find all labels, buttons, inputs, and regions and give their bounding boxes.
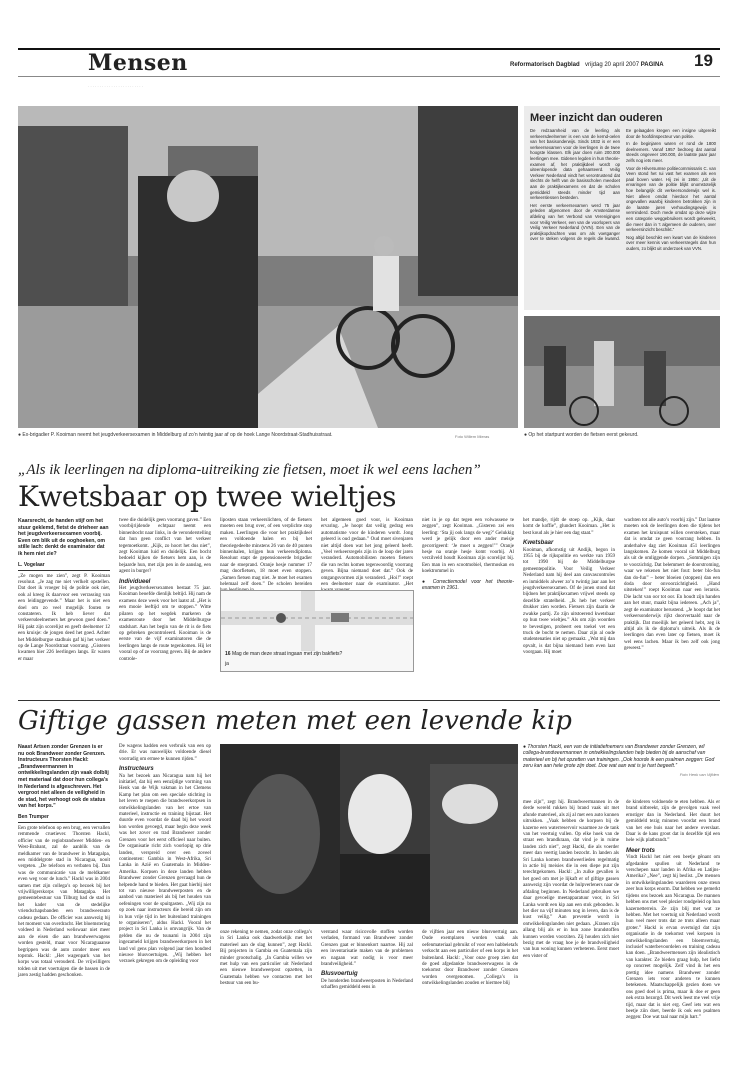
article2-body-col5: de vijftien jaar een nieuw blusvoertuig aan. Oude exemplaren worden vaak als oefenmateriaal gebruikt of voor een habbeletafs verkocht aan een particulier of een korps in het buitenland. Hackl: „Voor onze groep zien dat de goed afgedankte brandweerwagens in de toekomst door Brandweer zonder Grenzen worden overgenomen. „Collega’s in ontwikkelingslanden zouden er hiermee blij xyxy=(422,930,518,987)
diagram-note-text: Correctiemodel voor het theorie-examen in 1961. xyxy=(422,578,515,592)
diagram-number: 16 xyxy=(225,651,231,657)
article1-body-col6b: Kooiman, afkomstig uit Andijk, begon in 1955 bij de rijkspolitie en werkte van 1959 tot 1990 bij de Middelburgse gemeentepolitie. Voor Veilig Verkeer Nederland nam hij deel aan canvascontroles en inmiddels alweer zo’n twintig jaar aan het jeugdverkeersexamen. Of de jonen stond dat bijdoen het praktijkexamen vrijwel steeds op dezelfde stratelheid. „Ik heb het verkeer drukker zien worden. Fietsers zijn daarin de zwakke partij. Zo zijn uitstoerend kwetsbaar op hun twee wieltjes.” Als om zijn woorden te bevestigen, probeert een toekel vet een truck de bocht te nemen. Daar zijn al oude studentenaties niet op gemaakt. „Wat mij dan opvalt, is dat bijna niemand hem even laat voorgaan. Hij moet xyxy=(523,547,615,656)
diagram-question xyxy=(225,651,342,657)
article1-subhead-individueel: Individueel xyxy=(119,578,151,585)
article1-intro: Kaarsrecht, de handen stijf om het stuur geklemd, fietst de drieheer aan het jeugdverkeersexamen voorbij. Even om blik uit de ooghoeken, om stille lach: denkt de examinator dat ik hem niet zie? xyxy=(18,518,109,557)
article1-col6 xyxy=(523,518,615,658)
article1-col4 xyxy=(321,518,413,596)
article1-body-col5: niet in je op dat tegen een volwassene te zeggen”, zegt Kooiman. „Gisteren zei een leerling: ‘Sta jij ook langs de weg?’ Gelukkig werd je gelijk door een ander meisje gecorrigeerd: ‘Je moet u zeggen!’” Oranje hesje na oranje hesje komt voorbij. Al verzilveld houdt Kooiman zijn scorelijst bij. Een man in een scootmobiel, thermoskan en koektrommel in xyxy=(422,518,514,575)
photo2-caption xyxy=(524,432,720,438)
bullet-icon: ● xyxy=(422,578,429,585)
page-dateline xyxy=(585,62,664,68)
article2-intro: Naast Artsen zonder Grenzen is er nu ook Brandweer zonder Grenzen. Instructeurs Thorsten Hackl: „Brandweermannen in ontwikkelingslanden zijn vaak dolblij met materiaal dat door hun collega’s in Nederland is afgeschreven. Het vergroot niet alleen de veiligheid in de stad, het verhoogt ook de status van het korps.” xyxy=(18,744,109,810)
article1-body-col2: twee die duidelijk geen voorrang gaven.” Een voorbijrijdende echtpaar neemt een binnenbocht naar links, in de veronderstelling dat hun geen conflict van het verkeer tegemoetkomt. „Kijk, zo hoort het dus niet”, zegt Kooiman luid en duidelijk. Een bocht bedoeld kijken de fietsers hem aan, is de bejaarde hun, met zijn pen in de aanslag, een agent in burger? xyxy=(119,518,211,575)
article2-body-col7: de kinderen voldoende te eten hebben. Als er brand uitbreekt, zijn de gevolgen vaak veel ernstiger dan in Nederland. Het duurt het gemiddeld tezig minuten voordat een brand van het ene huis naar het andere overslaat. Daar is de kans groot dat in dezelfde tijd een hele wijk platbrandt.” xyxy=(626,800,720,844)
article1-col5 xyxy=(422,518,514,591)
diagram-question-text: Mag de man deze straat ingaan met zijn bakfiets? xyxy=(231,651,343,657)
article2-body-col4b: De honderden brandweerposten in Nederland schaffen gemiddeld eens in xyxy=(321,978,413,991)
photo3-illustration xyxy=(220,744,518,924)
photo-bike-check xyxy=(524,316,720,428)
byline-rule xyxy=(18,570,110,571)
photo-examiner-street xyxy=(18,106,518,428)
diagram-note xyxy=(422,579,514,592)
diagram-answer: ja xyxy=(225,661,229,667)
photo3-caption-text: Thorsten Hackl, een van de initiatiefnemers van Brandweer zonder Grenzen, wil collega-brandweermannen in ontwikkelingslanden help bieden bij de aanschaf van materieel en bij het opzetten van trainingen. „Ook hoorde ik een psalmen zeggen: God zeru kan aan hele grote zijn doet. Doe wat aan wat is je hart begeeft.” xyxy=(523,744,715,770)
sidebar-paragraph: Voor de Hilversumse politiecommissaris C. van Veen stond het rui vast het examen als een paal boven water. Hij zei in 1956: „Uit de ervaringen van de politie blijkt onomstotelijk hoe belangrijk dit verkeersonderwijs wel is. Niet alleen omdat hierdoor het aantal ongevallen waarbij kinderen betrokken zijn in de laatste jaren verhoudingsgewijs is verminderd. Doch mede omdat op deze wijze een categorie weggebruikers wordt gekweekt, die meer dan in ‘t algemeen de ouderen, over verkeersinzicht beschikt.” xyxy=(626,165,716,233)
article2-col2 xyxy=(119,744,211,967)
article1-body-col7: wachten tot alle auto’s voorbij zijn.” Dat laatste moeten ook de leerlingen doen die tijdens het examen het kruispunt willen oversteken, maar dat is omdat ze geen voorrang hebben. In anderhalve dag ziet Kooiman 451 leerlingen langskomen. Ze komen vooral uit Middelburg als uit de omliggende dorpen. „Sommigen zijn te voorzichtig. Dat belemmert de doorstroming, waar we rekenen het niet fout: beter blo-fun dan do-fun” – beter bloeien (stoppen) dan een doda door onvoorzichtigheid. „Hand uitsteken!” roept Kooiman naar een lerarsis. Die lacht van oor tot oor. En houdt zijn handen aan het stuur, maakt bijna iedereen. „Ach ja”, zegt de examinator berustend. „Je hoopt dat het verkeersonderwijs rijkt doorvertaald naar de praktijk. Dat moeilijk het geleerd hebt, zeg ik altijd als ik de diploma’s uitreik. Als ik de leerlingen dan even later op fietsen, moet ik wel eens lachen. Maar ik ben zelf ook jong geweest.” xyxy=(624,518,720,652)
sidebar-paragraph: Het eerste verkeersexamen werd 75 jaar geleden afgenomen door de Amsterdamse afdeling van het Verbond van Verenigingen voor Veilig Verkeer, een van de voorlopers van Veilig Verkeer Nederland (VVN). Een van de praktijkopdrachten was om als voetganger over te steken volgens de regels die kwamd. Ee gelaagden kregen een insigne uitgereikt door de hoofdinspecteur van politie. xyxy=(530,128,716,242)
article2-byline: Ben Trumper xyxy=(18,813,49,820)
article1-subhead-kwetsbaar: Kwetsbaar xyxy=(523,540,554,547)
article2-col6 xyxy=(523,800,619,961)
photo1-caption-text: Ex-brigadier P. Kooiman neemt het jeugdverkeersexamen in Middelburg af zo’n twintig jaar af op de hoek Lange Noordstraat-Stadhuisstraat. xyxy=(22,432,333,438)
sidebar-paragraph: Nog altijd beschikt een kwart van de kinderen over meer kennis van verkeersregels dan hun ouders, zo blijkt uit onderzoek van VVN. xyxy=(626,234,716,251)
article2-subhead-blusvoertuig: Blusvoertuig xyxy=(321,971,358,978)
article2-body-col6: mee zijn”, zegt hij. Brandweermannen in de derde wereld rukken bij brand vaak uit met afunde materieel, als zij al met een auto kunnen uitrukken. „Vaak hebben de korpsen bij de kazerne een waterreservoir waarmee ze de tank van het voertuig vullen. Op elke hoek van de straat een brandkraan, dat vind je in ruime landen zich niet”, zegt Hackl, die als voerder meer dan veertig landen bezocht. In landen als Sri Lanka komen brandweerlieden regelmatig in actie bij meisies die in een diepe put zijn terechtgekomen. Hackl: „In zulke gevallen is het goed om met je lijkaft er of giftige gassen aanwezig zijn voordat de hulpverleners naar de afdaling beginnen. In Nederland gebruiken we daar gevoelige meetapparatuur voor, in Sri Lanka wordt een kip aan een stok gebonden. Is het dier na vijf minuten nog in leven, dan is de kust veilig.” Aan preventie wordt in ontwikkelingslanden niet gedaan. „Kranen zijn allang blij als er in hun zone brandstoffen kunnen worden voorziten. Zij houden zich niet bezig met de vraag hoe je de brandveiligheid van hun woning kunnen verbeteren. Eerst moet een vister of xyxy=(523,800,619,959)
photo-illustration xyxy=(18,106,518,428)
article1-body-col6: het mandje, rijdt de stoep op. „Kijk, daar komt de koffie”, glundert Kooiman. „Het is best koud als je hier een dag staat.” xyxy=(523,518,615,536)
article2-col4 xyxy=(321,930,413,993)
article2-col3 xyxy=(220,930,312,989)
article1-col1 xyxy=(18,518,110,663)
article1-body-col4: het algemeen goed voor, is Kooiman ervaring. „Je hoopt dat veilig gedrag een automatisme voor de kinderen wordt. Jong geleerd is oud gedaan.” Oud moet sivenjaren niet altijd doen wat het jong geleerd heeft. „Veel verkeersregels zijn in de loop der jaren veranderd. Automobilisten moeten fietsers die van rechts komen tegenwoordig voorrang geven. Bijna niemand doet dat.” Ook de omgangsvormen zijn veranderd. „Hoi!” roept een deelnemer naar de examinator. „Het xyxy=(321,518,413,588)
sidebar-paragraph: In de beginjaren waren er rond de 1800 deelnemers. Vanaf 1957 bedroeg dat aantal steeds ongeveer 190.000, de laatste paar jaar zelfs nog iets meer. xyxy=(626,141,716,163)
article1-col3 xyxy=(220,518,312,596)
article2-body-col1: Een grote telefoon op een brug, een vervallen remmende cruetiever. Thorsten Hackl, officier van de regiobrandweer Midden- en West-Brabant, zal de aanblik van de meldkamer van de brandweer in Matagalpa, een middelgrote stad in Nicaragua, nooit vergeten. „De telefoon en verbaten bij. Dan was de communicatie van de meldkamer even weg voor de lunch.” Hackl was in 2004 samen met zijn collega’s op bezoek bij het vrijwilligerskorps van Matagalpa. Het gemeentebestuur van Tilburg had de stad in het kader van de stedelijke vriendschapsbanden een brandweerauto cadeau gedaan. De officier was aanwezig bij het moment van overdracht. Het bloemstering voldeed in Nederland weliswaar niet meer aan de eisen die aan brandweerwagens worden gesteld, maar voor Nicaraguaanse begrippen was de auto zonder meer een topstuk. Hackl: „Het wagenpark van het korps was totaal verouderd. De vrijwilligers tolden uit met voertuigen die de bassen in de jaren zestig hadden geschonken. xyxy=(18,825,110,979)
article2-subhead-meer-trots: Meer trots xyxy=(626,847,656,854)
article1-body-col2b: Het jeugdverkeersexamen bestaat 75 jaar. Kooiman beoefde dienlijk beltijd. Hij nam de examens deze week voor het laatst af. „Het is een mooie leeftijd om te stoppen.” Witte pilaren op het wegdek markeren de examenroute door het Middelburgse stadshart. Aan het begin van de rit is de fiets op gebreken gecontroleerd. Kooiman is de eerste van de vijf examinatoren die de leerlingen langs de route tegenkomen. Hij let vooral op of ze voorrang geven. Bij de andere controle- xyxy=(119,586,211,662)
photo1-credit: Foto Willem Mieras xyxy=(455,434,490,439)
photo2-illustration xyxy=(524,316,720,428)
article2-body-col3: onze rekening te nemen, zodat onze collega’s in Sri Lanka ook daadwerkelijk met het materieel aan de slag kunnen”, zegt Hackl. Bij projecten in Gambia en Guatemala zijn minder grootschalig. „In Gambia willen we met hulp van een particulier uit Nederland een nieuwe brandweerpost opzetten, in Guatemala hebben we contacten met het bestuur van een bu- xyxy=(220,930,312,987)
article2-col5 xyxy=(422,930,518,989)
bullet-icon: ● xyxy=(18,432,22,438)
photo2-caption-text: Op het startpunt worden de fietsen eerst gekeurd. xyxy=(528,432,639,438)
article1-headline: Kwetsbaar op twee wieltjes xyxy=(18,480,396,513)
article-separator xyxy=(18,700,720,701)
sidebar-title: Meer inzicht dan ouderen xyxy=(530,112,663,124)
diagram-drawing xyxy=(221,591,413,651)
exam-diagram xyxy=(220,590,414,672)
bullet-icon: ● xyxy=(524,432,528,438)
article1-kicker: „Als ik leerlingen na diploma-uitreiking zie fietsen, moet ik wel eens lachen” xyxy=(18,462,481,478)
photo3-caption xyxy=(523,744,719,778)
section-decoration: ························ xyxy=(88,84,144,89)
article1-body-col3: liposten staan verkeerslichten, of de fietsers moeten een brug over, of een verplichte stop maken. Leerlingen die voor het praktijkdeel een voldoende halen en bij het theoriegedeelte minstens 26 van de 40 punten binnenhalen, krijgen hun verkeersdiploma. Resoluut stapt de gepensioneerde brigadier naar de stoeprand. Oranje hesje nummer 17 mag doorfietsen, 18 moet even stoppen. „Samen fietsen mag niet. Je moet het examen helemaal zelf doen.” De scholen bereiden xyxy=(220,518,312,588)
photo3-credit: Foto Henk van Vijfden xyxy=(679,771,719,777)
article2-body-col4: verstand waar risicovolle stoffen worden verladen, formand van Brandweer zonder Grenzen gaat er binnenkort naartoe. Hij zal een inventarisatie maken van de problemen en nagaan wat nodig is voor meer brandveiligheid.” xyxy=(321,930,413,968)
byline-rule xyxy=(18,822,110,823)
date: vrijdag 20 april 2007 xyxy=(585,62,640,68)
page-number: 19 xyxy=(694,51,713,70)
article2-col7 xyxy=(626,800,720,1023)
article1-col2 xyxy=(119,518,211,664)
photo1-caption xyxy=(18,432,418,438)
sidebar-text xyxy=(530,128,716,251)
article2-subhead-instructeurs: Instructeurs xyxy=(119,766,154,773)
bullet-icon: ● xyxy=(523,744,527,750)
article2-body-col7b: Vindt Hackl het niet een beetje gênant om afgedankte spullen uit Nederland te verschepen naar landen in Afrika en Latijns-Amerika? „Nee”, zegt hij beslist. „De mensen in ontwikkelingslanden waarderen onze steun zeer hun korps enorm. Dat hebben we gemerkt tijdens ons bezoek aan Nicaragua. De mannen hebben ons met veel plezier rondgeleid op hun kazernetterrein. Ze zijn blij met wat ze hebben. Met het voertuig uit Nederland wordt hun veel meer trots dat ze trots alleen maar groter.” Hackl is ervan overtuigd dat zijn organisatie in de toekomst veel korpsen in ontwikkelingslanden een bloemvertuig, inclusief waterbevoordelen en training cadeau kan doen. „Brandweermensen zijn idealistisch van karakter. Ze bieden graag hulp, het liefst op concreet mogelijk. Zelf vind ik het een prettig idee namens Brandweer zonder Grenzen iets voor anderen te kunnen betekenen. Maatschappelijk gezien doen we ons goed doel is prima, maar ik doe er geen nek extra bezorgd. Dit werk leest me veel vrije tijd, maar dat is niet erg. Geef iets wat een beetje ziin doet, beerde ik ook een psalmen zeggen: Doe wat taal naar mijn hart.” xyxy=(626,855,720,1021)
article1-col7 xyxy=(624,518,720,654)
header-bottom-rule xyxy=(18,76,720,77)
photo-thorsten-hackl xyxy=(220,744,518,924)
article2-headline: Giftige gassen meten met een levende kip xyxy=(18,706,572,736)
sidebar-paragraph: De redzaamheid van de leerling als verkeersdeelnemer is een van de kernd-oelen van het basisonderwijs. Sinds 1932 is er een verkeersexamen voor de leerlingen in de twee hoogste klassen. Elk jaar doen ruim 200.000 leerlingen mee. Gidenen legden in hun theorie-examen af, het praktijkdeel wordt op uiteenlopende data gehaanteerd. Veilig Verkeer Nederland vindt het verontrustend dat slechts de helft van de basisscholen meedoet aan de praktijkexamens en dat de scholen gemiddeld steeds minder tijd aan verkeerslessen besteden. xyxy=(530,128,620,201)
article2-col1 xyxy=(18,744,110,980)
article1-body-col1: „Ze mogen me zien”, zegt P. Kooiman resoluut. „Je zag me niet verlkelt opstellen. Dat doet ik vroeger bij de politie ook niet, ook al kreeg ik daarvoor een verrassing van een leidinggevende.” Maar het is niet een doel om zo veel mogelijk fouten te constateren. Ik heb liever dat verkeersdeelnemers het gewoon goed doen.” Hij pakt zijn scorelijst en geeft deelnemer 12 een kruisje: de jongen deed het goed. Achter het Middelburgse stadhuis gaf hij het verkeer op de Lange Noordstraat voorrang. „Gisteren kwamen hier 226 leerlingen langs. Er waren er maar xyxy=(18,573,110,662)
section-title: Mensen xyxy=(88,50,188,76)
page-label: PAGINA xyxy=(640,62,664,68)
article2-body-col2: De wagens hadden een verbruik van een op drie. Er was nauwelijks voldoende diesel voorradig om ermee te kunnen rijden.” xyxy=(119,744,211,762)
article2-body-col2b: Na het bezoek aan Nicaragua nam hij het initiatief, dat hij een eenzijdige vorming van Henk van de Wijk vakman in het Clemens Kamp het plan om een speciale stichting in het leven te roepen die brandweerkorpsen in ontwikkelingslanden van het ertoe van materieel, instructie en training bijstaat. Het duurde even voordat de daad bij het woord kon worden gevoegd, maar begin deze week was het zover en trad Brandweer zonder Grenzen voor het eerst officieel naar buiten. De organisatie richt zich voorlopig op drie landen, verspreid over een zoveel continenten: Gambia in West-Afrika, Sri Lanka in Azië en Guatemala in Midden-Amerika. Korpsen in deze landen hebben Brandweer zonder Grenzen gevraagd hun de helpende hand te bieden. Het gaat hierbij niet tot van nieuwe brandweerposten en de aanbod van materieel als bij het houden van oefeningen voor de spuitgasten. „Wij zijn nu op zoek naar instructeurs die bereid zijn om in hun vrije tijd in het buitenland trainingen te organiseren”, aldus Hackl. Vooral het project in Sri Lanka is omvangrijk. Van de gelden die nu de tsunami in 2004 zijn ingezameld krijgen brandweerkorpsen in het land vol gens plan volgend jaar tien hondred nieuwe blusvoertuigen. „Wij hebben het verzoek gekregen om de opleiding voor xyxy=(119,773,211,965)
newspaper-name: Reformatorisch Dagblad xyxy=(510,62,580,68)
sidebar-box xyxy=(524,106,720,310)
article1-byline: L. Vogelaar xyxy=(18,561,45,568)
